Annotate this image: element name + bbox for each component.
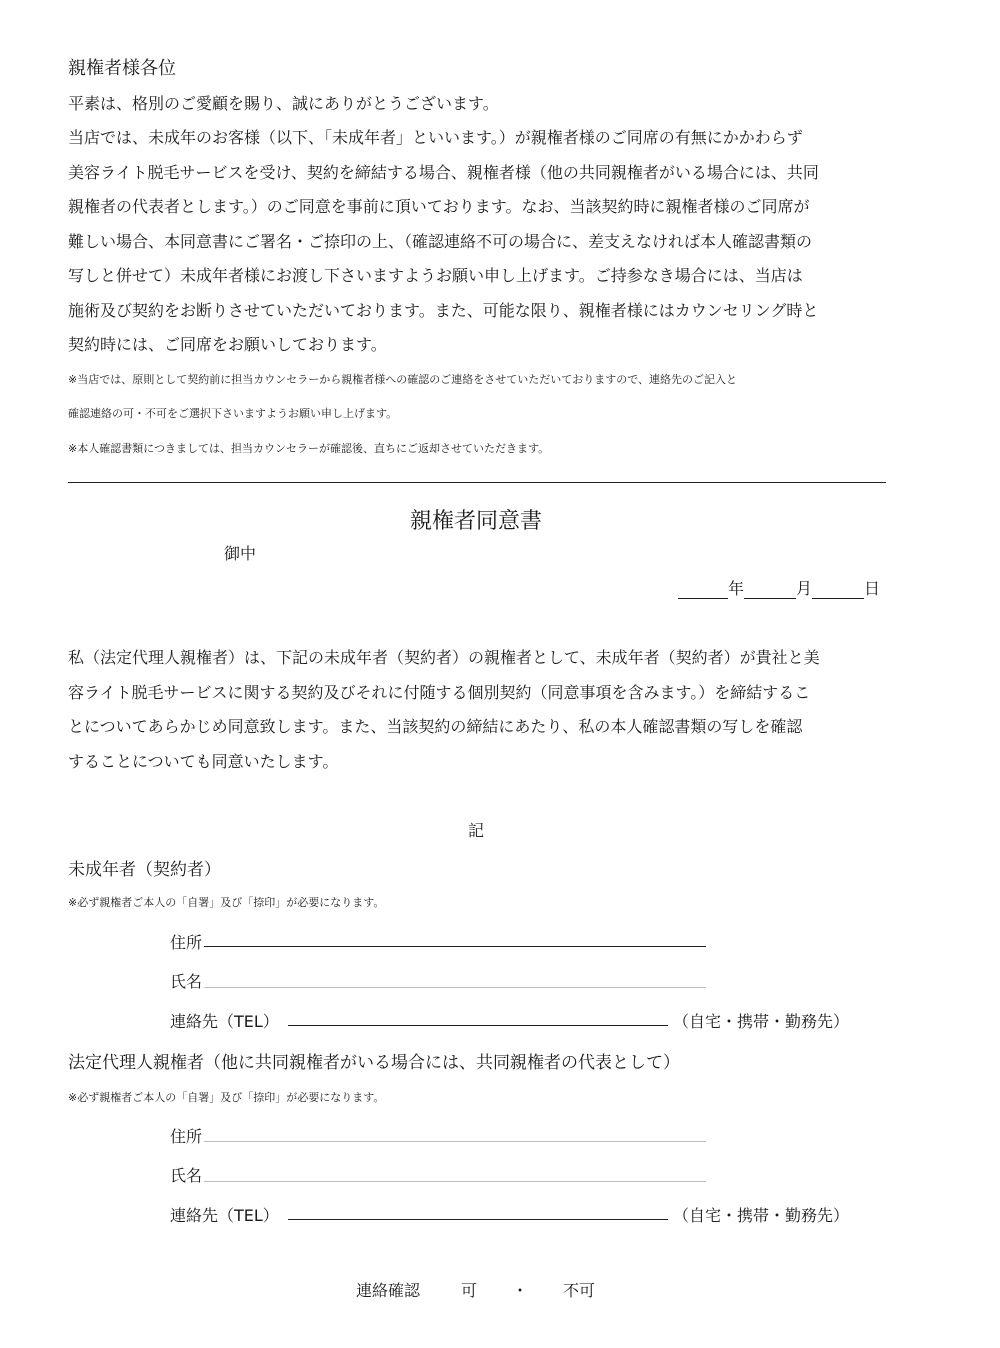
guardian-name-line[interactable] bbox=[204, 1181, 706, 1182]
section-divider bbox=[68, 482, 886, 483]
intro-line: 難しい場合、本同意書にご署名・ご捺印の上、（確認連絡不可の場合に、差支えなければ本人確認書類の bbox=[68, 232, 813, 251]
minor-name-label: 氏名 bbox=[170, 972, 203, 991]
guardian-name-label: 氏名 bbox=[170, 1166, 203, 1185]
ki-heading: 記 bbox=[467, 821, 484, 840]
guardian-address-line[interactable] bbox=[204, 1141, 706, 1142]
salutation: 親権者様各位 bbox=[68, 58, 176, 79]
date-field bbox=[678, 576, 880, 599]
minor-phone-line[interactable] bbox=[288, 1025, 668, 1026]
intro-line: 平素は、格別のご愛顧を賜り、誠にありがとうございます。 bbox=[68, 94, 499, 113]
year-blank[interactable] bbox=[678, 580, 728, 599]
intro-line: 当店では、未成年のお客様（以下、「未成年者」といいます。）が親権者様のご同席の有無にかかわらず bbox=[68, 128, 803, 147]
intro-note: 確認連絡の可・不可をご選択下さいますようお願い申し上げます。 bbox=[68, 407, 398, 420]
consent-line: 私（法定代理人親権者）は、下記の未成年者（契約者）の親権者として、未成年者（契約者）が貴社と美 bbox=[68, 648, 820, 667]
minor-phone-type: （自宅・携帯・勤務先） bbox=[673, 1012, 850, 1031]
guardian-phone-type: （自宅・携帯・勤務先） bbox=[673, 1206, 850, 1225]
day-blank[interactable] bbox=[812, 580, 864, 599]
intro-note: ※本人確認書類につきましては、担当カウンセラーが確認後、直ちにご返却させていただきます。 bbox=[68, 442, 550, 455]
confirm-separator: ・ bbox=[512, 1281, 529, 1300]
minor-address-line[interactable] bbox=[204, 946, 706, 947]
intro-line: 契約時には、ご同席をお願いしております。 bbox=[68, 335, 387, 354]
month-label: 月 bbox=[796, 579, 813, 598]
intro-line: 施術及び契約をお断りさせていただいております。また、可能な限り、親権者様にはカウンセリング時と bbox=[68, 301, 819, 320]
minor-note: ※必ず親権者ご本人の「自署」及び「捺印」が必要になります。 bbox=[68, 896, 385, 909]
month-blank[interactable] bbox=[744, 580, 796, 599]
guardian-phone-label: 連絡先（TEL） bbox=[170, 1206, 279, 1225]
confirm-no-option[interactable]: 不可 bbox=[563, 1281, 596, 1300]
guardian-heading: 法定代理人親権者（他に共同親権者がいる場合には、共同親権者の代表として） bbox=[68, 1053, 680, 1073]
confirm-label: 連絡確認 bbox=[356, 1281, 421, 1300]
confirm-yes-option[interactable]: 可 bbox=[461, 1281, 478, 1300]
day-label: 日 bbox=[864, 579, 881, 598]
minor-name-line[interactable] bbox=[204, 987, 706, 988]
intro-line: 写しと併せて）未成年者様にお渡し下さいますようお願い申し上げます。ご持参なき場合には、当店は bbox=[68, 266, 803, 285]
addressee: 御中 bbox=[224, 544, 257, 563]
intro-line: 美容ライト脱毛サービスを受け、契約を締結する場合、親権者様（他の共同親権者がいる場合には、共同 bbox=[68, 163, 819, 182]
minor-phone-label: 連絡先（TEL） bbox=[170, 1012, 279, 1031]
guardian-address-label: 住所 bbox=[170, 1127, 203, 1146]
year-label: 年 bbox=[728, 579, 745, 598]
guardian-note: ※必ず親権者ご本人の「自署」及び「捺印」が必要になります。 bbox=[68, 1091, 385, 1104]
guardian-phone-line[interactable] bbox=[288, 1219, 668, 1220]
minor-heading: 未成年者（契約者） bbox=[68, 860, 221, 880]
minor-address-label: 住所 bbox=[170, 933, 203, 952]
intro-note: ※当店では、原則として契約前に担当カウンセラーから親権者様への確認のご連絡をさせていただいておりますので、連絡先のご記入と bbox=[68, 373, 737, 386]
form-title: 親権者同意書 bbox=[409, 509, 542, 534]
consent-line: 容ライト脱毛サービスに関する契約及びそれに付随する個別契約（同意事項を含みます。）を締結するこ bbox=[68, 683, 811, 702]
intro-line: 親権者の代表者とします。）のご同意を事前に頂いております。なお、当該契約時に親権者様のご同席が bbox=[68, 197, 810, 216]
consent-line: とについてあらかじめ同意致します。また、当該契約の締結にあたり、私の本人確認書類の写しを確認 bbox=[68, 717, 803, 736]
consent-line: することについても同意いたします。 bbox=[68, 752, 339, 771]
